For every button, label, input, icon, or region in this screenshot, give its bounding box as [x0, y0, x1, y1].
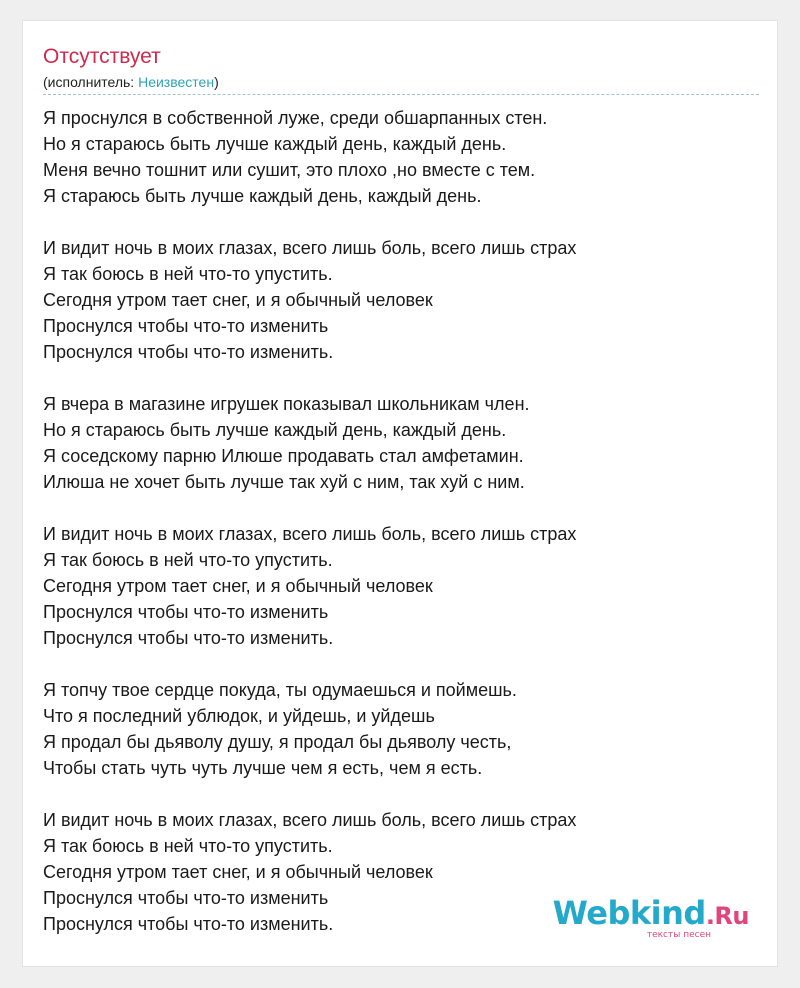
lyrics-stanza — [43, 521, 763, 651]
lyrics-line: Чтобы стать чуть чуть лучше чем я есть, чем я есть. — [43, 758, 483, 778]
logo-tagline: тексты песен — [646, 930, 711, 940]
lyrics-stanza — [43, 105, 763, 209]
lyrics-line: Сегодня утром тает снег, и я обычный человек — [43, 862, 433, 882]
lyrics-line: Я соседскому парню Илюше продавать стал амфетамин. — [43, 446, 524, 466]
lyrics-line: Я вчера в магазине игрушек показывал школьникам член. — [43, 394, 530, 414]
lyrics-body — [43, 105, 763, 963]
lyrics-line: Но я стараюсь быть лучше каждый день, каждый день. — [43, 134, 507, 154]
lyrics-line: Проснулся чтобы что-то изменить. — [43, 342, 334, 362]
logo-name: Webkind — [552, 894, 706, 932]
lyrics-line: Проснулся чтобы что-то изменить — [43, 888, 329, 908]
lyrics-line: И видит ночь в моих глазах, всего лишь боль, всего лишь страх — [43, 810, 577, 830]
lyrics-line: И видит ночь в моих глазах, всего лишь боль, всего лишь страх — [43, 238, 577, 258]
lyrics-stanza — [43, 391, 763, 495]
lyrics-line: Илюша не хочет быть лучше так хуй с ним, так хуй с ним. — [43, 472, 525, 492]
lyrics-line: И видит ночь в моих глазах, всего лишь боль, всего лишь страх — [43, 524, 577, 544]
lyrics-line: Но я стараюсь быть лучше каждый день, каждый день. — [43, 420, 507, 440]
lyrics-line: Я проснулся в собственной луже, среди обшарпанных стен. — [43, 108, 548, 128]
lyrics-line: Проснулся чтобы что-то изменить — [43, 316, 329, 336]
song-title: Отсутствует — [43, 45, 161, 68]
lyrics-line: Я стараюсь быть лучше каждый день, каждый день. — [43, 186, 482, 206]
artist-link[interactable]: Неизвестен — [138, 74, 215, 90]
lyrics-line: Я продал бы дьяволу душу, я продал бы дьяволу честь, — [43, 732, 512, 752]
logo-wordmark — [553, 896, 749, 933]
lyrics-line: Сегодня утром тает снег, и я обычный человек — [43, 576, 433, 596]
lyrics-card — [22, 20, 778, 967]
artist-prefix: (исполнитель: — [43, 74, 139, 90]
artist-suffix: ) — [214, 74, 219, 90]
lyrics-line: Я так боюсь в ней что-то упустить. — [43, 550, 333, 570]
lyrics-stanza — [43, 677, 763, 781]
logo-tld: .Ru — [705, 902, 749, 930]
lyrics-line: Сегодня утром тает снег, и я обычный человек — [43, 290, 433, 310]
artist-line — [43, 73, 219, 91]
lyrics-line: Проснулся чтобы что-то изменить. — [43, 628, 334, 648]
lyrics-line: Проснулся чтобы что-то изменить. — [43, 914, 334, 934]
lyrics-line: Я так боюсь в ней что-то упустить. — [43, 836, 333, 856]
lyrics-line: Я так боюсь в ней что-то упустить. — [43, 264, 333, 284]
dashed-divider — [43, 94, 759, 95]
webkind-logo[interactable] — [553, 896, 749, 940]
lyrics-line: Проснулся чтобы что-то изменить — [43, 602, 329, 622]
lyrics-line: Что я последний ублюдок, и уйдешь, и уйдешь — [43, 706, 435, 726]
lyrics-stanza — [43, 235, 763, 365]
lyrics-line: Я топчу твое сердце покуда, ты одумаешься и поймешь. — [43, 680, 517, 700]
lyrics-line: Меня вечно тошнит или сушит, это плохо ,но вместе с тем. — [43, 160, 536, 180]
